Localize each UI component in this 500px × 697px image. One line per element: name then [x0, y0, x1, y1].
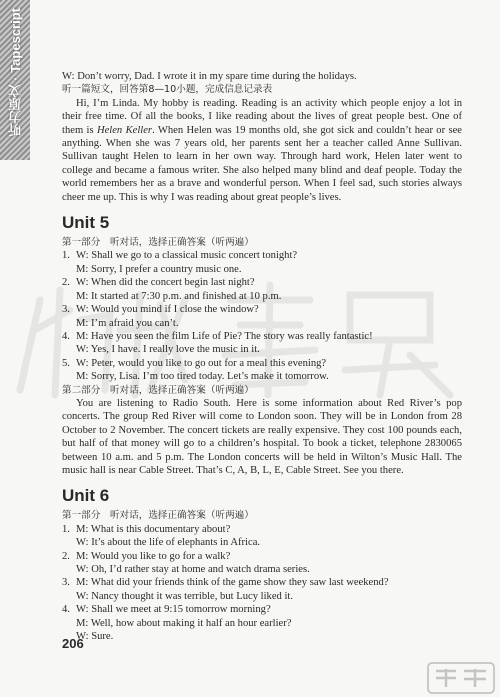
question-number: 4.: [62, 604, 70, 616]
passage-radio-south: You are listening to Radio South. Here is some information about Red River’s pop concerts. The group Red River will come to London soon. They will be in London from 28 October to 2 November. The concert tickets are really expensive. They cost 100 pounds each, but half of that money will go to a children’s hospital. To book a ticket, telephone 2830065 between 10 a.m. and 5 p.m. The London concerts will be held in Wilton’s Music Hall. The music hall is near Cable Street. That’s C, A, B, L, E, Cable Street. See you there.: [62, 397, 462, 476]
dialogue-line: W: Yes, I have. I really love the music in it.: [76, 344, 260, 356]
side-tab-label: 听力原文 · Tapescript: [8, 8, 23, 137]
question-number: 1.: [62, 523, 70, 535]
dialogue-line: M: Sorry, Lisa. I’m too tired today. Let’s make it tomorrow.: [76, 371, 329, 383]
passage-part: . When Helen was 19 months old, she got sick and couldn’t hear or see anything. When she was 7 years old, her parents sent her a teacher called Anne Sullivan. Sullivan taught Helen to learn in her own way. Through hard work, Helen later went to college and became a famous writer. She also helped many blind and deaf people. Today the world remembers her as a brave and wonderful person. When I feel sad, such stories always cheer me up. This is why I was reading about great people’s lives.: [62, 124, 463, 203]
unit-6-dialogue-4: [62, 603, 462, 643]
passage-linda: [62, 97, 462, 204]
dialogue-line: M: Have you seen the film Life of Pie? The story was really fantastic!: [76, 330, 373, 342]
section-instruction: 听一篇短文，回答第8—10小题，完成信息记录表: [62, 84, 273, 96]
unit-5-dialogue-1: [62, 249, 462, 276]
question-number: 2.: [62, 277, 70, 289]
unit-5-part-1-instruction: 第一部分 听对话，选择正确答案（听两遍）: [62, 237, 254, 249]
unit-5-dialogue-5: [62, 357, 462, 384]
dialogue-line: W: Oh, I’d rather stay at home and watch drama series.: [76, 564, 310, 575]
dialogue-line: W: Would you mind if I close the window?: [76, 304, 259, 316]
dialogue-line: M: It started at 7:30 p.m. and finished at 10 p.m.: [76, 290, 282, 302]
page-number: 206: [62, 636, 84, 651]
dialogue-line: M: Would you like to go for a walk?: [76, 550, 231, 562]
dialogue-line: W: Don’t worry, Dad. I wrote it in my spare time during the holidays.: [62, 71, 357, 82]
dialogue-line: W: Peter, would you like to go out for a meal this evening?: [76, 357, 327, 369]
question-number: 2.: [62, 550, 70, 562]
dialogue-line: W: When did the concert begin last night?: [76, 277, 255, 289]
unit-6-heading: Unit 6: [62, 486, 110, 506]
unit-5-heading: Unit 5: [62, 213, 110, 233]
side-tab: [0, 0, 30, 160]
unit-6-part-1-instruction: 第一部分 听对话，选择正确答案（听两遍）: [62, 510, 254, 522]
dialogue-line: M: I’m afraid you can’t.: [76, 317, 179, 329]
page-content: [62, 70, 462, 643]
unit-6-dialogue-1: [62, 523, 462, 550]
dialogue-line: W: Shall we go to a classical music concert tonight?: [76, 250, 298, 262]
passage-part: Hi, I’m Linda. My hobby is reading. Reading is an activity which people enjoy a lot in their free time. Of all the books, I like reading about the lives of great people best. One of them is: [62, 97, 462, 136]
unit-5-part-2-instruction: 第二部分 听对话，选择正确答案（听两遍）: [62, 384, 254, 396]
dialogue-line: W: Sure.: [76, 631, 114, 643]
question-number: 3.: [62, 577, 70, 589]
unit-5-dialogue-2: [62, 276, 462, 303]
dialogue-line: W: Shall we meet at 9:15 tomorrow morning?: [76, 604, 271, 616]
unit-6-dialogue-3: [62, 576, 462, 603]
dialogue-line: M: Sorry, I prefer a country music one.: [76, 263, 242, 275]
question-number: 1.: [62, 250, 70, 262]
dialogue-line: M: Well, how about making it half an hour earlier?: [76, 617, 292, 629]
book-title: Helen Keller: [96, 124, 153, 136]
question-number: 3.: [62, 304, 70, 316]
unit-5-dialogue-3: [62, 303, 462, 330]
question-number: 5.: [62, 357, 70, 369]
dialogue-line: W: It’s about the life of elephants in Africa.: [76, 537, 261, 549]
unit-5-dialogue-4: [62, 330, 462, 357]
dialogue-line: W: Nancy thought it was terrible, but Lucy liked it.: [76, 590, 294, 602]
dialogue-line: M: What did your friends think of the game show they saw last weekend?: [76, 577, 389, 589]
question-number: 4.: [62, 330, 70, 342]
corner-logo-icon: [426, 661, 496, 695]
dialogue-line: M: What is this documentary about?: [76, 523, 231, 535]
unit-6-dialogue-2: [62, 550, 462, 577]
